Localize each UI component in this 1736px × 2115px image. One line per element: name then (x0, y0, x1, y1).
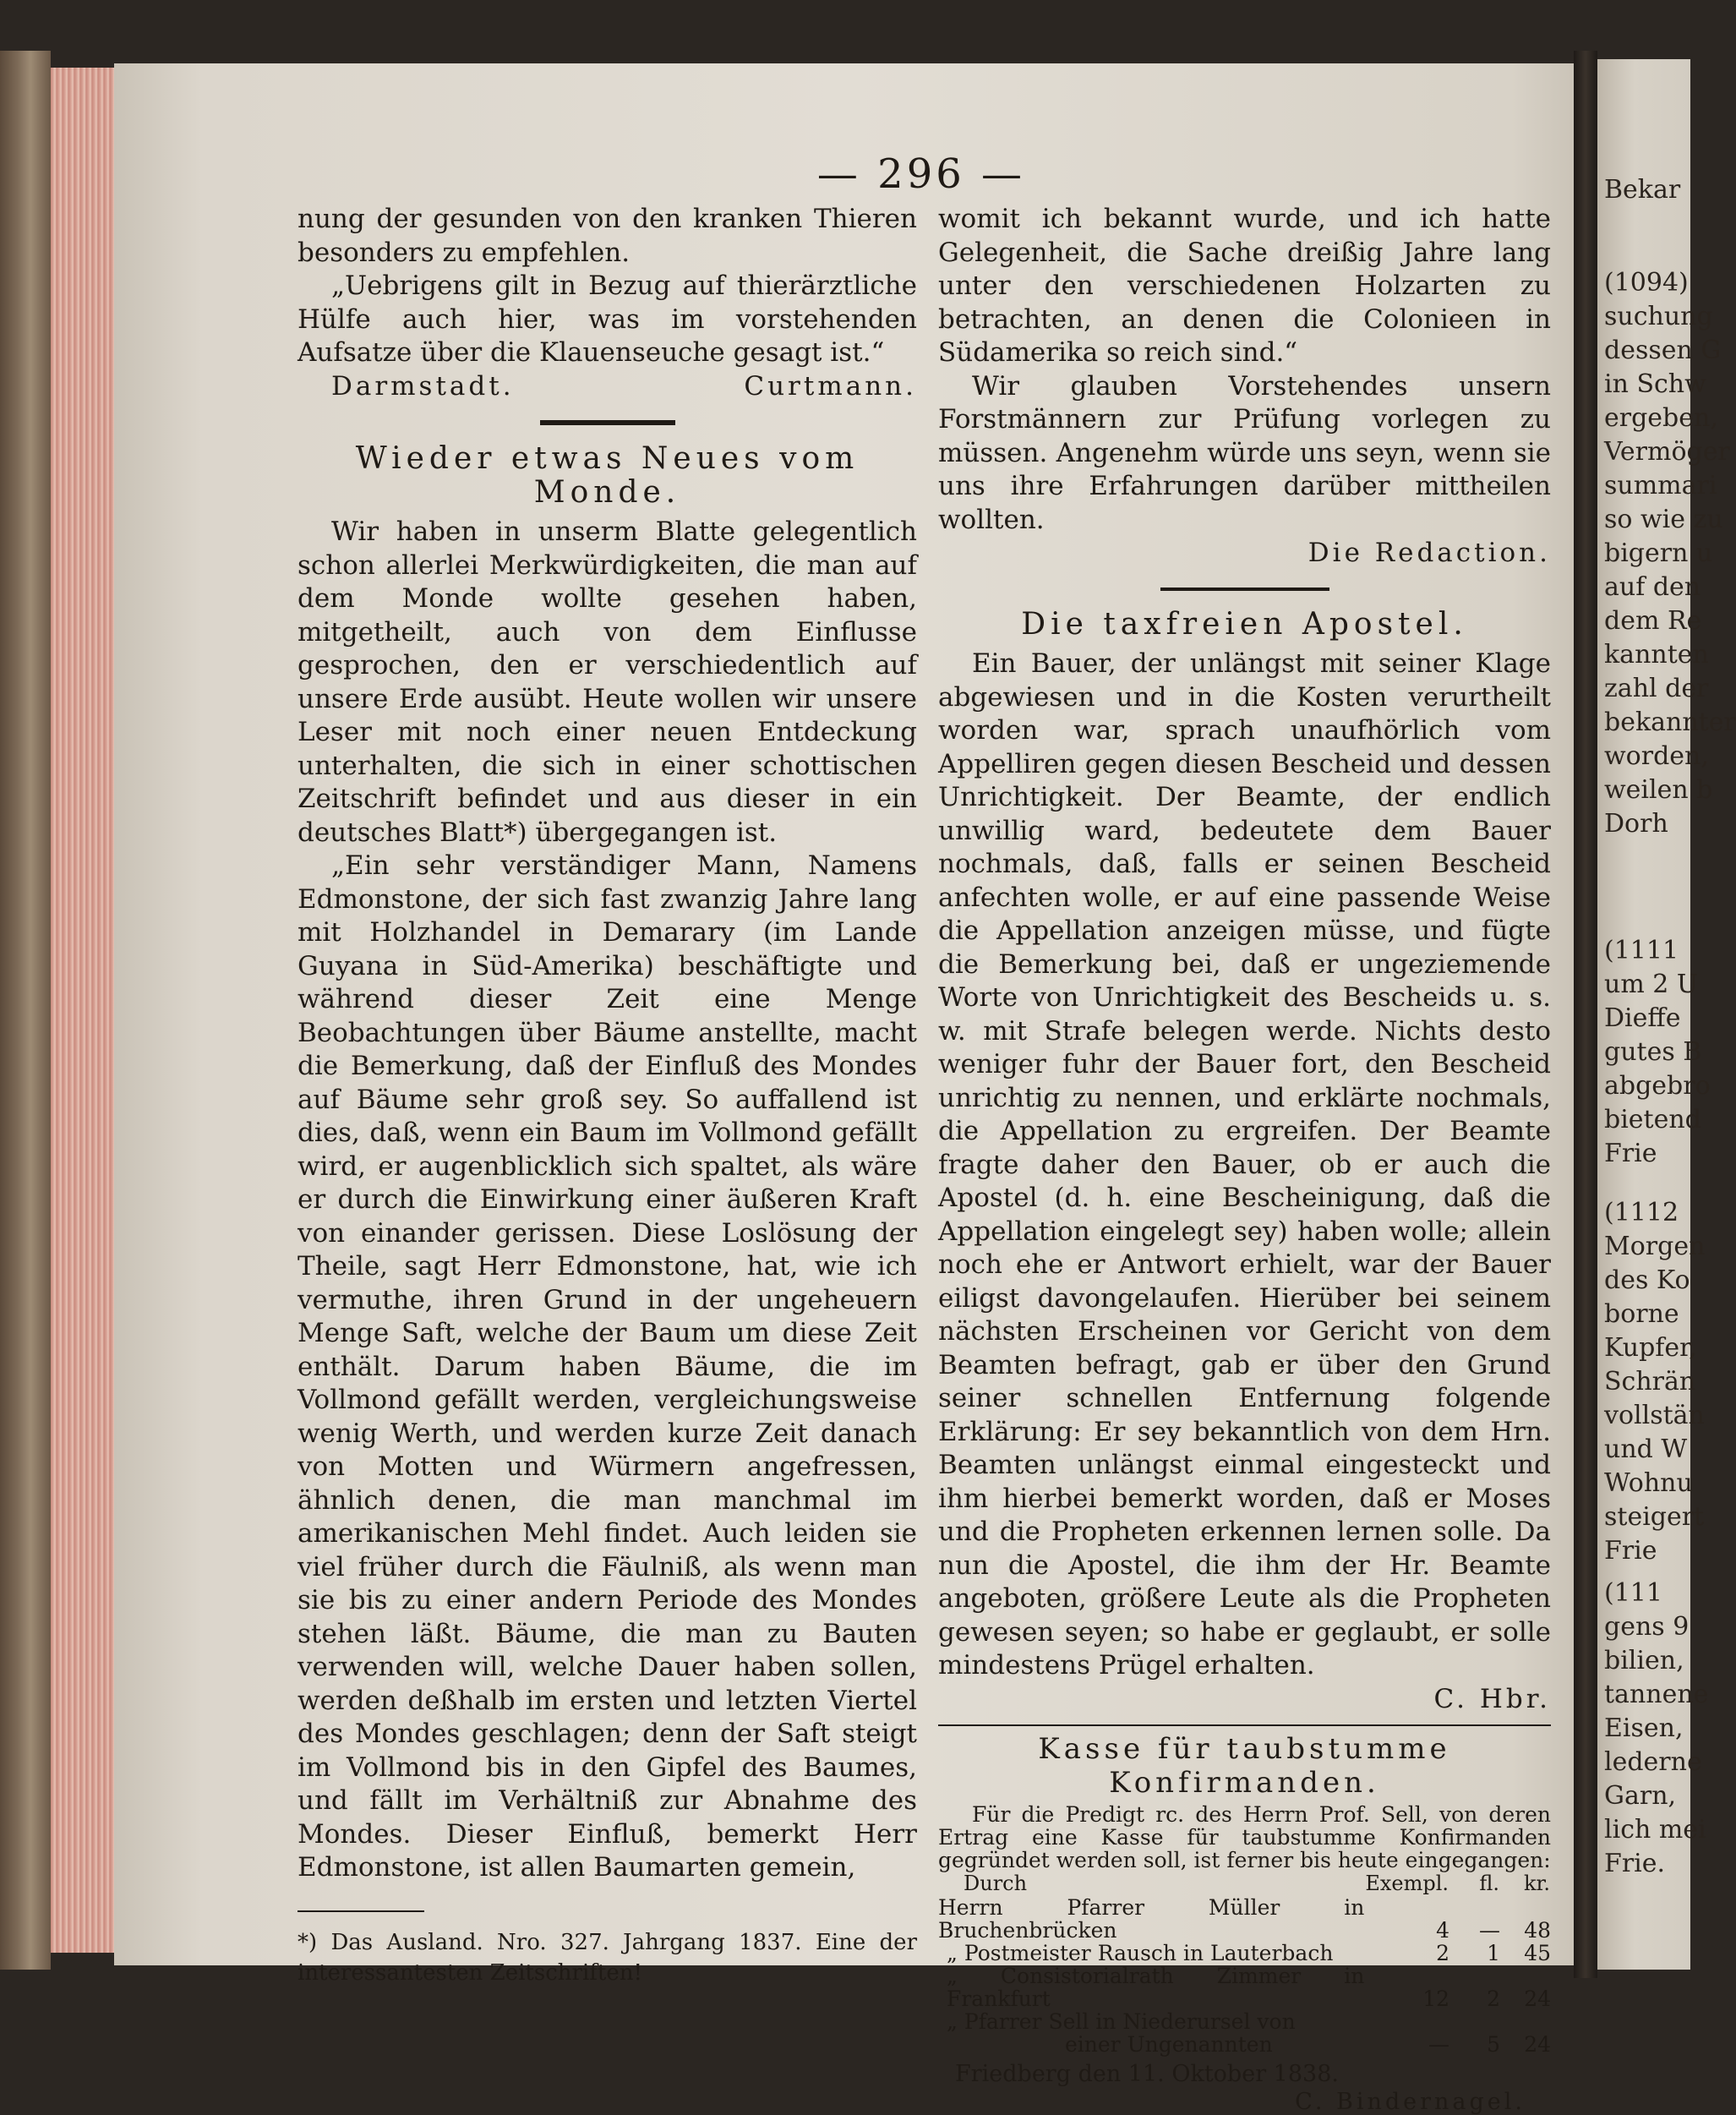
next-page-text-fragment: auf den (1604, 572, 1701, 602)
donation-table-header (938, 1872, 1551, 1896)
header-label: Durch (964, 1872, 1028, 1895)
article-paragraph: Wir haben in unserm Blatte gelegentlich schon allerlei Merkwürdigkeiten, die man auf dem Monde wollte gesehen haben, mitgetheilt, auch von dem Einflusse gesprochen, den er verschiedentlich auf unsere Erde ausübt. Heute wollen wir unsere Leser mit noch einer neuen Entdeckung unterhalten, die sich in einer schottischen Zeitschrift befindet und aus dieser in ein deutsches Blatt*) übergegangen ist. (298, 516, 917, 848)
next-page-text-fragment: Schrän (1604, 1367, 1696, 1396)
next-page-text-fragment: des Ko (1604, 1265, 1690, 1295)
table-row (938, 1965, 1551, 2010)
quote-text: „Uebrigens gilt in Bezug auf thierärztliche Hülfe auch hier, was im vorstehenden Aufsatze über die Klauenseuche gesagt ist.“ (298, 271, 917, 368)
table-row (938, 2033, 1551, 2056)
place-name: Darmstadt. (331, 370, 515, 402)
left-column (298, 203, 917, 1988)
donor-label: „ Pfarrer Sell in Niederursel von (947, 2009, 1296, 2034)
donor-exempl (1364, 2010, 1449, 2033)
continuation-text: womit ich bekannt wurde, und ich hatte Gelegenheit, die Sache dreißig Jahre lang unter den verschiedenen Holzarten zu betrachten, an denen die Colonieen in Südamerika so reich sind.“ (938, 204, 1551, 368)
next-page-text-fragment: Dieffe (1604, 1003, 1681, 1033)
donor-exempl: — (1428, 2032, 1449, 2057)
donor-kr: 45 (1524, 1941, 1551, 1965)
right-column (938, 203, 1551, 2113)
next-page-text-fragment: lich mei (1604, 1815, 1706, 1844)
article-signature: C. Hbr. (1433, 1683, 1551, 1714)
section-divider (540, 420, 675, 425)
donor-exempl: 4 (1436, 1918, 1449, 1943)
next-page-text-fragment: (111 (1604, 1578, 1662, 1608)
next-page-text-fragment: zahl der (1604, 674, 1709, 703)
donor-fl: 2 (1487, 1987, 1500, 2011)
page-number: — 296 — (816, 150, 1026, 198)
donor-label: „ Postmeister Rausch in Lauterbach (947, 1941, 1334, 1965)
next-page-text-fragment: vollstän (1604, 1401, 1705, 1430)
signature-row (298, 370, 917, 404)
editorial-signature: Die Redaction. (1307, 538, 1551, 568)
book-gutter (1574, 51, 1597, 1978)
next-page-text-fragment: um 2 U (1604, 970, 1699, 999)
next-page-text-fragment: Bekar (1604, 175, 1681, 205)
next-page-text-fragment: (1094) (1604, 268, 1689, 298)
next-page-text-fragment: (1111 (1604, 936, 1679, 965)
next-page-text-fragment: kannten (1604, 640, 1709, 669)
book-spine (0, 51, 51, 1970)
footnote-divider (298, 1910, 424, 1912)
next-page-text-fragment: steigert (1604, 1502, 1705, 1532)
next-page-edge (1597, 59, 1736, 1970)
donor-label: „ Consistorialrath Zimmer in Frankfurt (947, 1964, 1365, 2011)
article-title: Wieder etwas Neues vom Monde. (355, 441, 860, 510)
header-fl: fl. (1479, 1872, 1499, 1895)
next-page-text-fragment: gutes B (1604, 1037, 1702, 1067)
header-kr: kr. (1523, 1872, 1550, 1895)
next-page-text-fragment: ergeben, (1604, 403, 1718, 433)
article-paragraph: Wir glauben Vorstehendes unsern Forstmännern zur Prüfung vorlegen zu müssen. Angenehm würde uns seyn, wenn sie uns ihre Erfahrungen darüber mittheilen wollten. (938, 370, 1551, 535)
next-page-text-fragment: bekannter (1604, 708, 1736, 737)
donor-fl: — (1479, 1918, 1500, 1943)
donation-table (938, 1872, 1551, 2056)
next-page-text-fragment: abgebro (1604, 1071, 1711, 1101)
next-page-text-fragment: Dorh (1604, 809, 1668, 839)
next-page-text-fragment: lederne (1604, 1747, 1702, 1777)
next-page-text-fragment: worden, (1604, 741, 1709, 771)
donor-fl: 5 (1487, 2032, 1500, 2057)
donor-fl: 1 (1487, 1941, 1500, 1965)
kasse-date: Friedberg den 11. Oktober 1838. (955, 2061, 1339, 2087)
donor-label: Herrn Pfarrer Müller in Bruchenbrücken (938, 1895, 1365, 1943)
next-page-text-fragment: (1112 (1604, 1198, 1679, 1227)
next-page-text-fragment: Garn, (1604, 1781, 1677, 1811)
next-page-text-fragment: so wie zu (1604, 505, 1723, 534)
header-exempl: Exempl. (1365, 1872, 1449, 1895)
next-page-text-fragment: Vermöger (1604, 437, 1730, 467)
next-page-text-fragment: Frie. (1604, 1849, 1666, 1878)
kasse-intro: Für die Predigt rc. des Herrn Prof. Sell, von deren Ertrag eine Kasse für taubstumme Konfirmanden gegründet werden soll, ist ferner bis heute eingegangen: (938, 1802, 1551, 1872)
donor-exempl: 2 (1436, 1941, 1449, 1965)
next-page-text-fragment: und W (1604, 1435, 1688, 1464)
article-paragraph: „Ein sehr verständiger Mann, Namens Edmonstone, der sich fast zwanzig Jahre lang mit Holzhandel in Demarary (im Lande Guyana in Süd-Amerika) beschäftigte und während dieser Zeit eine Menge Beobachtungen über Bäume anstellte, macht die Bemerkung, daß der Einfluß des Mondes auf Bäume sehr groß sey. So auffallend ist dies, daß, wenn ein Baum im Vollmond gefällt wird, er augenblicklich sich spaltet, als wäre er durch die Einwirkung einer äußeren Kraft von einander gerissen. Diese Loslösung der Theile, sagt Herr Edmonstone, hat, wie ich vermuthe, ihren Grund in der ungeheuern Menge Saft, welche der Baum um diese Zeit enthält. Darum haben Bäume, die im Vollmond gefällt werden, vergleichungsweise wenig Werth, und werden kurze Zeit danach von Motten und Würmern angefressen, ähnlich denen, die man manchmal im amerikanischen Mehl findet. Auch leiden sie viel früher durch die Fäulniß, als wenn man sie bis zu einer andern Periode des Mondes stehen läßt. Bäume, die man zu Bauten verwenden will, welche Dauer haben sollen, werden deßhalb im ersten und letzten Viertel des Mondes geschlagen; denn der Saft steigt im Vollmond bis in den Gipfel des Baumes, und fällt im Verhältniß zur Abnahme des Mondes. Dieser Einfluß, bemerkt Herr Edmonstone, ist allen Baumarten gemein, (298, 850, 917, 1883)
next-page-text-fragment: Wohnu (1604, 1468, 1693, 1498)
next-page-text-fragment: Frie (1604, 1536, 1657, 1566)
next-page-text-fragment: in Schw (1604, 369, 1706, 399)
next-page-text-fragment: dem Re (1604, 606, 1702, 636)
kasse-title: Kasse für taubstumme Konfirmanden. (1038, 1732, 1451, 1800)
kasse-signature: C. Bindernagel. (1295, 2089, 1526, 2115)
donor-kr: 48 (1524, 1918, 1551, 1943)
donor-kr (1500, 2010, 1551, 2033)
footnote: *) Das Ausland. Nro. 327. Jahrgang 1837. Eine der interessantesten Zeitschriften! (298, 1929, 917, 1986)
next-page-text-fragment: summari (1604, 471, 1717, 500)
section-divider (938, 1724, 1551, 1726)
donor-label: einer Ungenannten (1065, 2032, 1273, 2057)
next-page-text-fragment: dessen G (1604, 336, 1722, 365)
table-row (938, 1942, 1551, 1965)
section-divider (1160, 588, 1329, 591)
donor-fl (1449, 2010, 1500, 2033)
next-page-text-fragment: weilen b (1604, 775, 1713, 805)
next-page-text-fragment: bigern u (1604, 538, 1713, 568)
next-page-text-fragment: bilien, (1604, 1646, 1684, 1675)
next-page-text-fragment: Kupfer, (1604, 1333, 1697, 1363)
next-page-text-fragment: tannene (1604, 1680, 1709, 1709)
donor-exempl: 12 (1422, 1987, 1449, 2011)
next-page-text-fragment: Frie (1604, 1139, 1657, 1168)
author-name: Curtmann. (744, 370, 917, 402)
next-page-text-fragment: Morgen (1604, 1232, 1706, 1261)
article-title: Die taxfreien Apostel. (1021, 606, 1468, 642)
article-paragraph: Ein Bauer, der unlängst mit seiner Klage abgewiesen und in die Kosten verurtheilt worden war, sprach unaufhörlich vom Appelliren gegen diesen Bescheid und dessen Unrichtigkeit. Der Beamte, der endlich unwillig ward, bedeutete dem Bauer nochmals, daß, falls er seinen Bescheid anfechten wolle, er auf eine passende Weise die Appellation anzeigen müsse, und fügte die Bemerkung bei, daß er ungeziemende Worte von Unrichtigkeit des Bescheids u. s. w. mit Strafe belegen werde. Nichts desto weniger fuhr der Bauer fort, den Bescheid unrichtig zu nennen, und erklärte nochmals, die Appellation zu ergreifen. Der Beamte fragte daher den Bauer, ob er auch die Apostel (d. h. eine Bescheinigung, daß die Appellation eingelegt sey) haben wolle; allein noch ehe er Antwort erhielt, war der Bauer eiligst davongelaufen. Hierüber bei seinem nächsten Erscheinen vor Gericht von dem Beamten befragt, gab er über den Grund seiner schnellen Entfernung folgende Erklärung: Er sey bekanntlich von dem Hrn. Beamten unlängst einmal eingesteckt und ihm hierbei bemerkt worden, daß er Moses und die Propheten erkennen lernen solle. Da nun die Apostel, die ihm der Hr. Beamte angeboten, größere Leute als die Propheten gewesen seyen; so habe er geglaubt, er solle mindestens Prügel erhalten. (938, 648, 1551, 1681)
next-page-text-fragment: suchung (1604, 302, 1713, 331)
donor-kr: 24 (1524, 2032, 1551, 2057)
next-page-text-fragment: borne (1604, 1299, 1679, 1329)
next-page-text-fragment: gens 9 (1604, 1612, 1690, 1642)
next-page-text-fragment: bietend (1604, 1105, 1701, 1134)
table-row (938, 1896, 1551, 1942)
next-page-text-fragment: Eisen, (1604, 1713, 1684, 1743)
table-row (938, 2010, 1551, 2033)
donor-kr: 24 (1524, 1987, 1551, 2011)
continuation-text: nung der gesunden von den kranken Thieren besonders zu empfehlen. (298, 204, 917, 268)
